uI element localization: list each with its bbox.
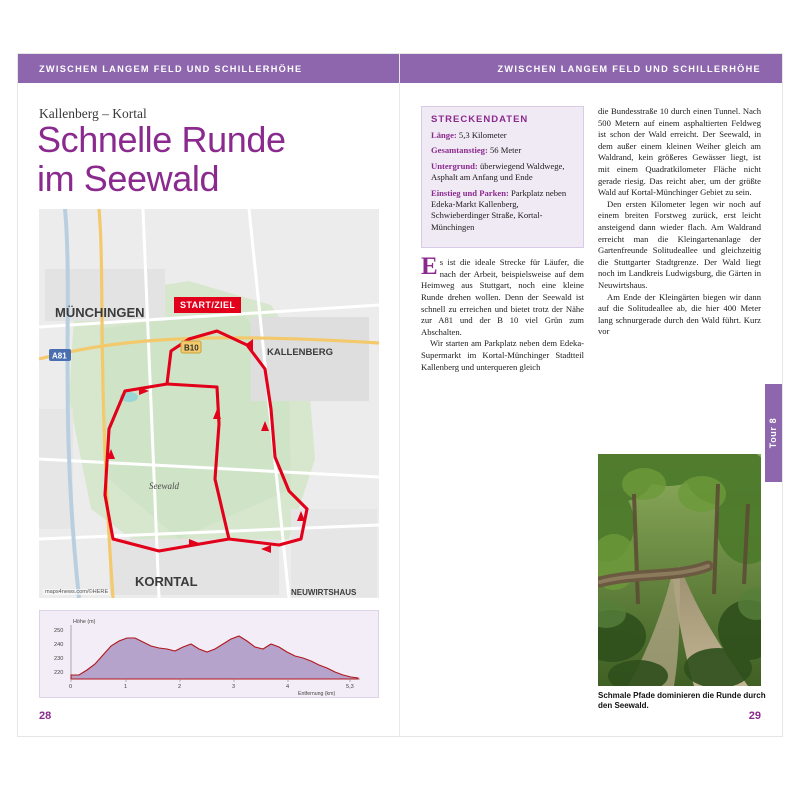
drop-cap: E — [421, 253, 438, 281]
svg-text:4: 4 — [286, 684, 290, 690]
intro-paragraph-text: s ist die ideale Strecke für Läufer, die nach der Arbeit, beispielsweise auf dem Heimweg aus Stuttgart, noch eine kleine Runde drehen wollen. Denn der Seewald ist schnell zu erreichen und bietet trotz der Nähe zur A81 und der B 10 viel Grün zum Abschalten. — [421, 257, 584, 337]
svg-text:Höhe (m): Höhe (m) — [73, 619, 96, 625]
page-title — [37, 120, 367, 198]
running-head-left-text: ZWISCHEN LANGEM FELD UND SCHILLERHÖHE — [39, 63, 303, 74]
svg-text:220: 220 — [54, 670, 64, 676]
page-number-left: 28 — [39, 710, 52, 722]
svg-text:Entfernung (km): Entfernung (km) — [298, 691, 336, 697]
facts-value-untergrund: überwiegend Waldwege, Asphalt am Anfang und Ende — [431, 160, 565, 183]
facts-row-einstieg — [431, 188, 574, 234]
facts-value-einstieg: Parkplatz neben Edeka-Markt Kallenberg, Schwieberdinger Straße, Kortal-Münchingen — [431, 187, 567, 232]
svg-text:B10: B10 — [184, 343, 199, 353]
svg-text:KORNTAL: KORNTAL — [135, 574, 198, 589]
start-finish-badge: START/ZIEL — [174, 297, 241, 313]
svg-text:2: 2 — [178, 684, 182, 690]
page-number-right: 29 — [748, 710, 761, 722]
svg-text:3: 3 — [232, 684, 236, 690]
facts-label-untergrund: Untergrund: — [431, 160, 478, 171]
facts-box — [421, 106, 584, 248]
text-columns — [421, 106, 761, 373]
photo-caption: Schmale Pfade dominieren die Runde durch den Seewald. — [598, 691, 766, 710]
running-head-right-text: ZWISCHEN LANGEM FELD UND SCHILLERHÖHE — [497, 63, 761, 74]
intro-paragraph — [421, 253, 584, 338]
facts-heading: STRECKENDATEN — [431, 114, 529, 125]
svg-text:0: 0 — [69, 684, 73, 690]
facts-row-untergrund — [431, 161, 574, 184]
tour-tab-label: Tour 8 — [768, 417, 779, 449]
route-map[interactable] — [39, 209, 379, 598]
facts-label-gesamtanstieg: Gesamtanstieg: — [431, 145, 488, 156]
svg-text:230: 230 — [54, 656, 64, 662]
elevation-profile-chart — [39, 610, 379, 698]
map-attribution: maps4news.com/©HERE — [45, 589, 109, 595]
column-two — [598, 106, 761, 373]
page-right — [400, 54, 782, 736]
page-left — [18, 54, 400, 736]
svg-text:KALLENBERG: KALLENBERG — [267, 347, 333, 358]
running-head-right — [400, 54, 782, 83]
facts-row-gesamtanstieg — [431, 145, 574, 156]
facts-label-einstieg: Einstieg und Parken: — [431, 187, 509, 198]
facts-row-laenge — [431, 130, 574, 141]
tour-tab — [765, 384, 782, 482]
facts-value-laenge: 5,3 Kilometer — [456, 130, 507, 140]
book-spread — [18, 54, 782, 736]
running-head-left — [18, 54, 399, 83]
body-paragraph-1: die Bundesstraße 10 durch einen Tunnel. Nach 500 Metern auf einem asphaltierten Feldweg ist schon der Wald erreicht. Der Seewald, in dem außer einem kleinen Weiher gleich am Waldrand, kein größeres Gewässer liegt, ist mit einem Quadratkilometer Fläche nicht gerade riesig. Das reicht aber, um der größte Wald auf Kortal-Münchinger Gebiet zu sein. — [598, 106, 761, 198]
body-text — [598, 106, 761, 338]
body-paragraph-2: Den ersten Kilometer legen wir noch auf einem breiten Forstweg zurück, erst leicht ansteigend dann wieder flach. Am Waldrand erreicht man die Kleingartenanlage der Gartenfreunde Solitudeallee und gleichzeitig die Stuttgarter Stadtgrenze. Der Wald liegt noch im Landkreis Ludwigsburg, die Gärten in Neuwirtshaus. — [598, 198, 761, 290]
intro-text — [421, 253, 584, 373]
svg-text:MÜNCHINGEN: MÜNCHINGEN — [55, 305, 145, 320]
page-title-line2: im Seewald — [37, 158, 220, 199]
svg-text:240: 240 — [54, 642, 64, 648]
svg-text:NEUWIRTSHAUS: NEUWIRTSHAUS — [291, 588, 357, 597]
page-title-line1: Schnelle Runde — [37, 119, 286, 160]
tour-kicker: Kallenberg – Kortal — [39, 106, 147, 121]
svg-text:5,3: 5,3 — [346, 684, 354, 690]
intro-paragraph-2: Wir starten am Parkplatz neben dem Edeka-Supermarkt im Kortal-Münchinger Stadtteil Kallenberg und unterqueren gleich — [421, 338, 584, 372]
svg-text:Seewald: Seewald — [149, 481, 179, 491]
svg-text:250: 250 — [54, 628, 64, 634]
facts-value-gesamtanstieg: 56 Meter — [487, 145, 522, 156]
body-paragraph-3: Am Ende der Kleingärten biegen wir dann auf die Solitudeallee ab, die hier 400 Meter lang schnurgerade durch den Wald führt. Kurz vor — [598, 291, 761, 337]
svg-text:A81: A81 — [52, 351, 67, 361]
trail-photo — [598, 454, 761, 686]
svg-text:1: 1 — [124, 684, 128, 690]
column-one — [421, 106, 584, 373]
facts-label-laenge: Länge: — [431, 130, 457, 140]
